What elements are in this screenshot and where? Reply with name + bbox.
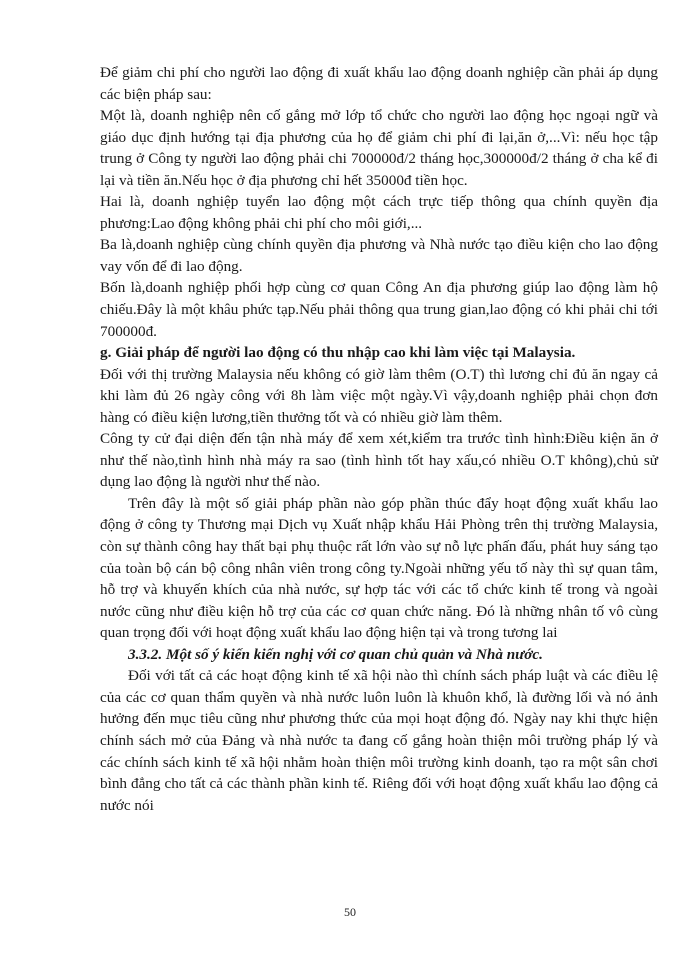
body-text — [100, 62, 658, 816]
section-heading-g: g. Giải pháp để người lao động có thu nhập cao khi làm việc tại Malaysia. — [100, 344, 576, 362]
paragraph-hai-la: Hai là, doanh nghiệp tuyển lao động một cách trực tiếp thông qua chính quyền địa phương:Lao động không phải chi phí cho môi giới,... — [100, 193, 658, 232]
paragraph-intro: Để giảm chi phí cho người lao động đi xuất khẩu lao động doanh nghiệp cần phải áp dụng các biện pháp sau: — [100, 64, 658, 103]
section-heading-332: 3.3.2. Một số ý kiến kiến nghị với cơ quan chủ quản và Nhà nước. — [128, 645, 543, 663]
paragraph-mot-la: Một là, doanh nghiệp nên cố gắng mở lớp tổ chức cho người lao động học ngoại ngữ và giáo dục định hướng tại địa phương của họ để giảm chi phí đi lại,ăn ở,...Vì: nếu học tập trung ở Công ty người lao động phải chi 700000đ/2 tháng học,300000đ/2 tháng ở cha kể đi lại và tiền ăn.Nếu học ở địa phương chỉ hết 35000đ tiền học. — [100, 107, 658, 189]
paragraph-bon-la: Bốn là,doanh nghiệp phối hợp cùng cơ quan Công An địa phương giúp lao động làm hộ chiếu.Đây là một khâu phức tạp.Nếu phải thông qua trung gian,lao động có khi phải chi tới 700000đ. — [100, 279, 658, 340]
page-number: 50 — [344, 905, 356, 919]
paragraph-doi-voi-tat-ca: Đối với tất cả các hoạt động kinh tế xã hội nào thì chính sách pháp luật và các điều lệ của các cơ quan thẩm quyền và nhà nước luôn luôn là khuôn khổ, là đường lối và nó ảnh hưởng đến mục tiêu cũng như phương thức của mọi hoạt động đó. Ngày nay khi thực hiện chính sách mở của Đảng và nhà nước ta đang cố gắng hoàn thiện môi trường pháp lý và các chính sách kinh tế xã hội nhằm hoàn thiện môi trường kinh doanh, tạo ra một sân chơi bình đẳng cho tất cả các thành phần kinh tế. Riêng đối với hoạt động xuất khẩu lao động cả nước nói — [100, 667, 658, 814]
paragraph-tren-day: Trên đây là một số giải pháp phần nào góp phần thúc đẩy hoạt động xuất khẩu lao động ở công ty Thương mại Dịch vụ Xuất nhập khẩu Hải Phòng trên thị trường Malaysia, còn sự thành công hay thất bại phụ thuộc rất lớn vào sự nỗ lực phấn đấu, phát huy sáng tạo của toàn bộ cán bộ công nhân viên trong công ty.Ngoài những yếu tố này thì sự quan tâm, hỗ trợ và khuyến khích của nhà nước, sự hợp tác với các tổ chức kinh tế trong và ngoài nước cũng như điều kiện hỗ trợ của các cơ quan chức năng. Đó là những nhân tố vô cùng quan trọng đối với hoạt động xuất khẩu lao động hiện tại và trong tương lai — [100, 494, 658, 642]
paragraph-doi-voi: Đối với thị trường Malaysia nếu không có giờ làm thêm (O.T) thì lương chỉ đủ ăn ngay cả khi làm đủ 26 ngày công với 8h làm việc một ngày.Vì vậy,doanh nghiệp phải chọn đơn hàng có điều kiện lương,tiền thưởng tốt và có nhiều giờ làm thêm. — [100, 365, 658, 426]
paragraph-ba-la: Ba là,doanh nghiệp cùng chính quyền địa phương và Nhà nước tạo điều kiện cho lao động vay vốn để đi lao động. — [100, 236, 658, 275]
paragraph-cong-ty: Công ty cử đại diện đến tận nhà máy để xem xét,kiểm tra trước tình hình:Điều kiện ăn ở như thế nào,tình hình nhà máy ra sao (tình hình tốt hay xấu,có nhiều O.T không),chủ sử dụng lao động là người như thế nào. — [100, 430, 658, 491]
